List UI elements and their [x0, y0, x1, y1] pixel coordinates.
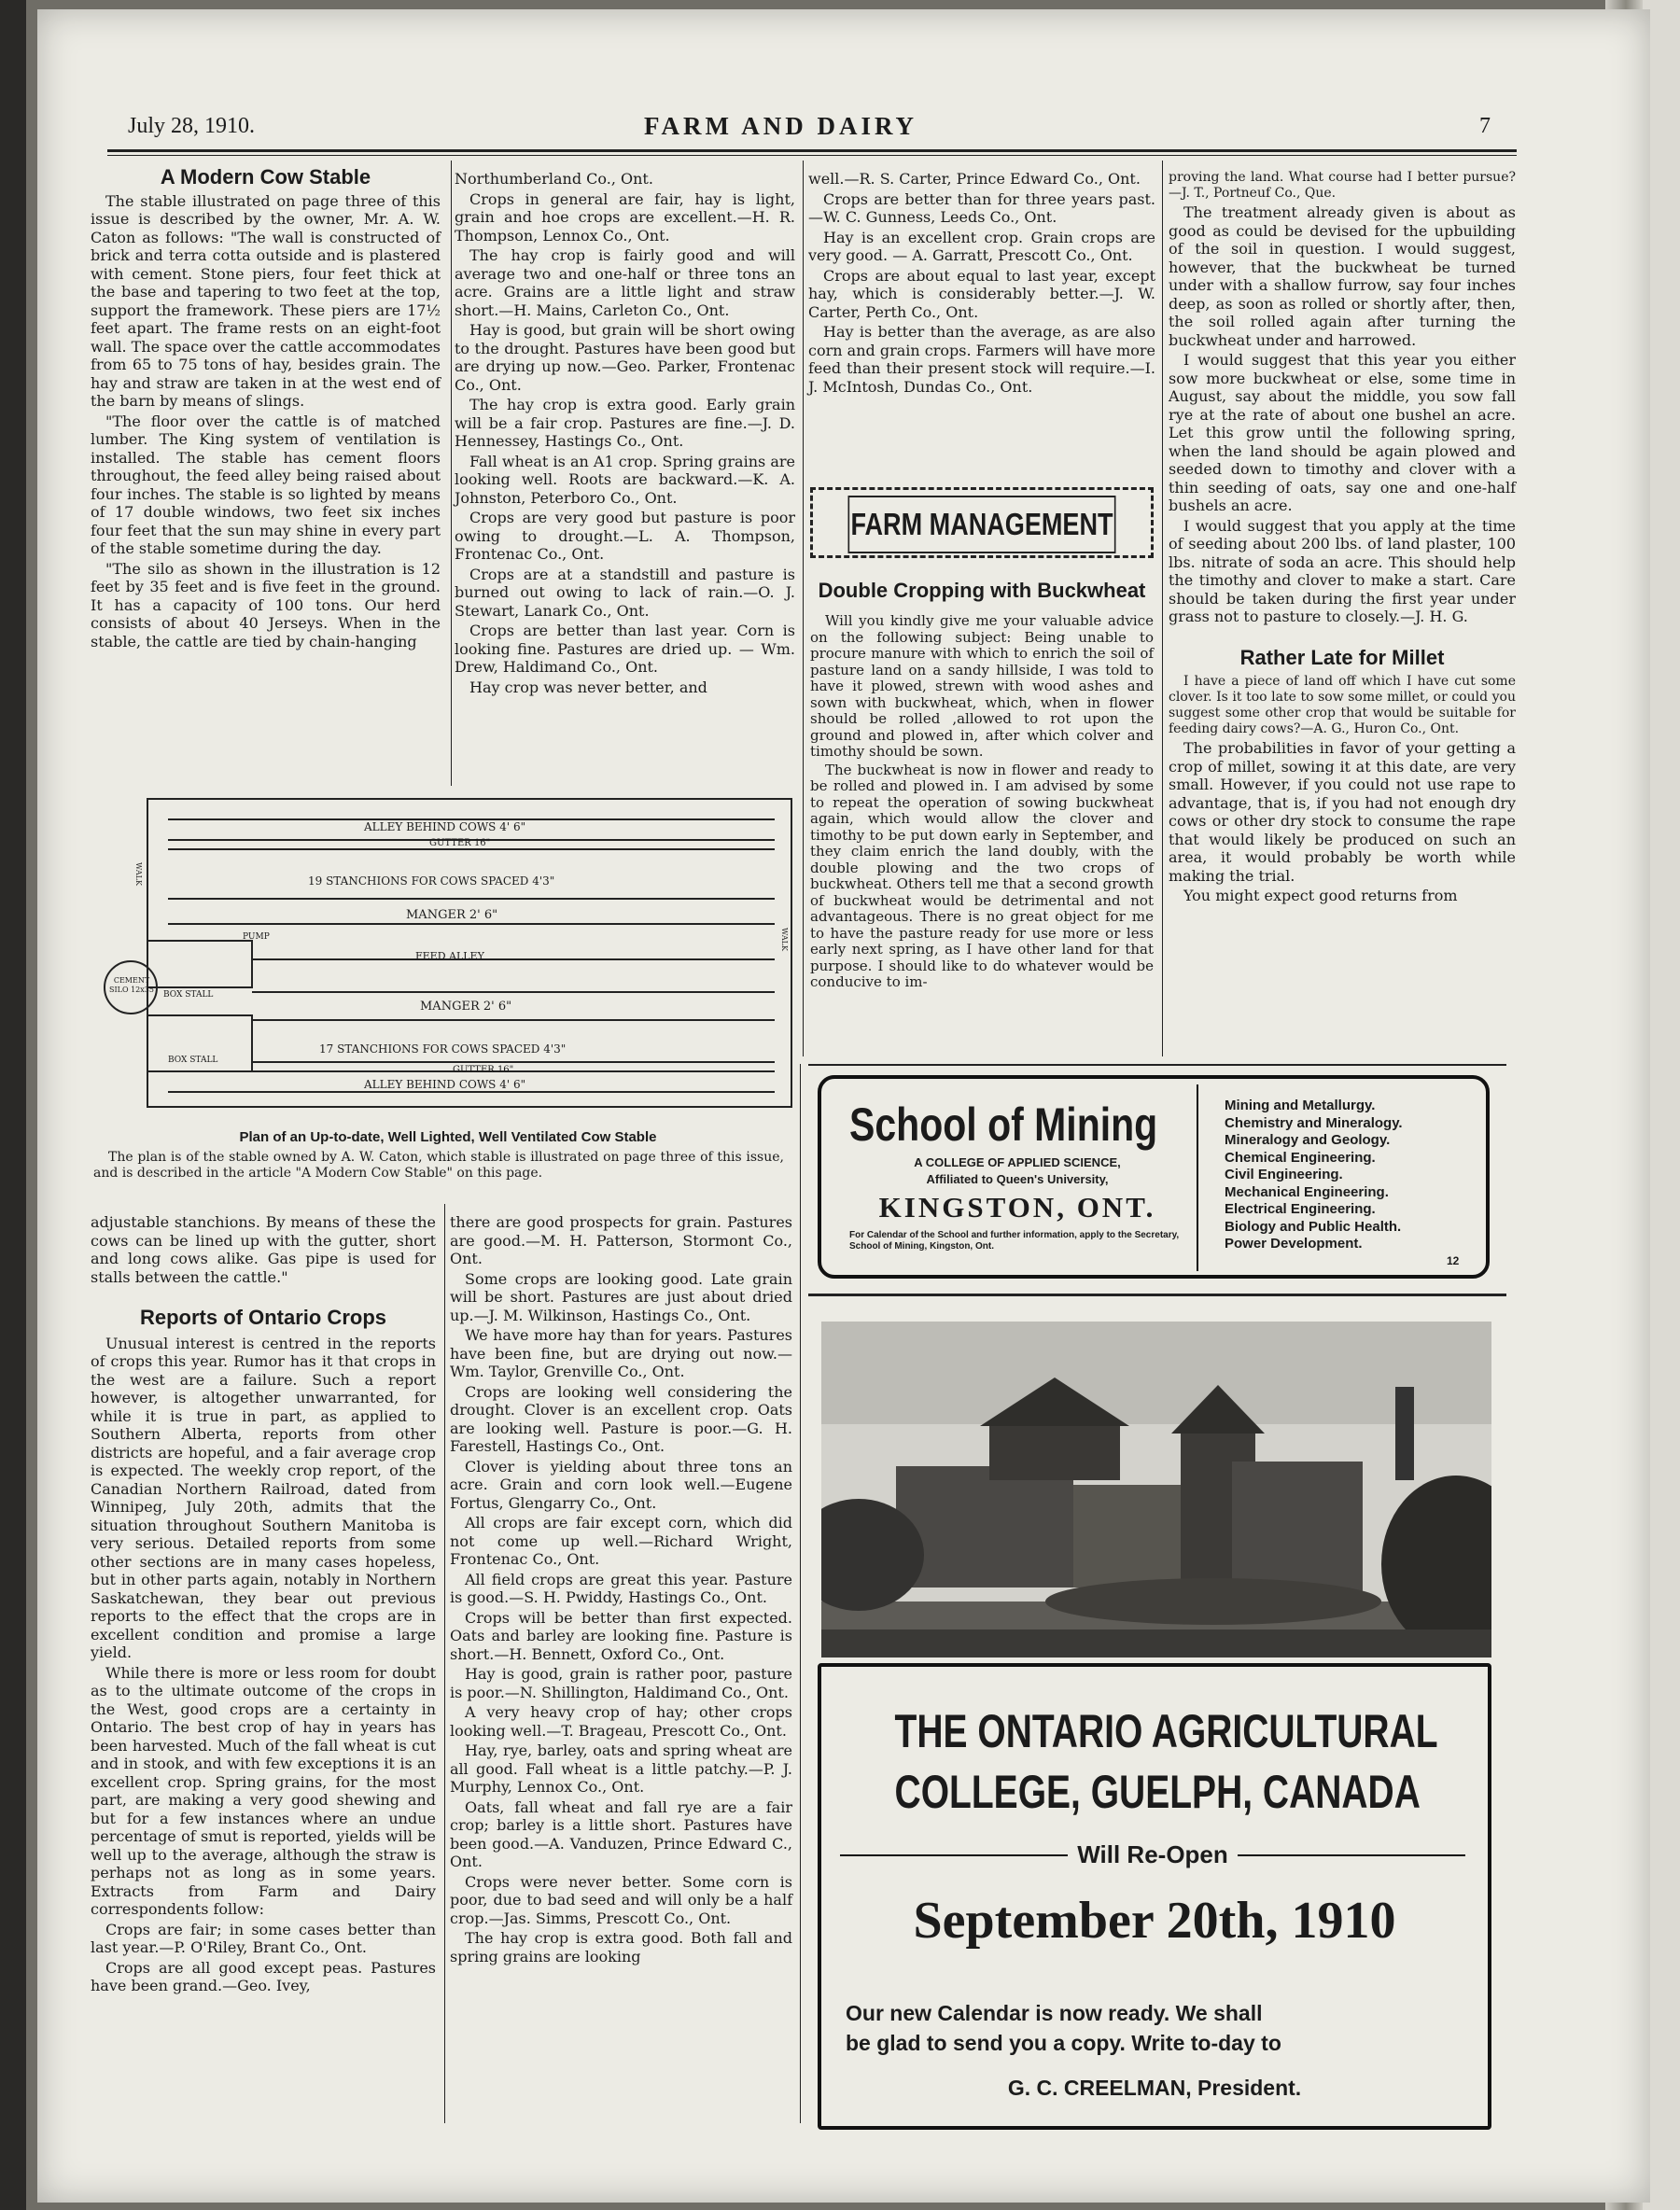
paragraph: You might expect good returns from: [1183, 887, 1458, 904]
paragraph: The hay crop is fairly good and will average two and one-half or three tons an acre. Grains are a little light and straw short.—H. Mains, Carleton Co., Ont.: [455, 246, 795, 319]
paragraph: Hay is better than the average, as are also corn and grain crops. Farmers will have more feed than their present stock will require.—I. J. McIntosh, Dundas Co., Ont.: [808, 323, 1155, 396]
ad-note: For Calendar of the School and further information, apply to the Secretary, School of Mining, Kingston, Ont.: [849, 1230, 1180, 1252]
rule-left: [840, 1854, 1068, 1856]
plan-label: 19 STANCHIONS FOR COWS SPACED 4'3": [308, 874, 555, 888]
reopen-line: [840, 1840, 1465, 1869]
ad-city: KINGSTON, ONT.: [878, 1191, 1156, 1224]
paragraph: Some crops are looking good. Late grain will be short. Pastures are just about dried up.—J. M. Wilkinson, Hastings Co., Ont.: [450, 1269, 792, 1324]
paragraph: The hay crop is extra good. Both fall and spring grains are looking: [450, 1929, 792, 1965]
paragraph: I have a piece of land off which I have cut some clover. Is it too late to sow some millet, or could you suggest some other crop that would be suitable for feeding dairy cows?—A. G., Huron Co., Ont.: [1169, 674, 1516, 736]
rule-right: [1238, 1854, 1465, 1856]
plan-caption-text: The plan is of the stable owned by A. W. Caton, which stable is illustrated on page three of this issue, and is described in the article "A Modern Cow Stable" on this page.: [93, 1150, 784, 1181]
college-building-photo: [821, 1322, 1491, 1658]
plan-label: GUTTER 16": [429, 838, 491, 848]
crop-reports-continued: [455, 170, 795, 698]
plan-label: PUMP: [243, 932, 270, 942]
paragraph: Crops are all good except peas. Pastures have been grand.—Geo. Ivey,: [91, 1958, 436, 1994]
ontario-crops-article: [91, 1213, 436, 1997]
paragraph: The hay crop is extra good. Early grain will be a fair crop. Pastures are fine.—J. D. Hennessey, Hastings Co., Ont.: [455, 396, 795, 450]
modern-cow-stable-article: [91, 165, 441, 652]
plan-label: BOX STALL: [163, 990, 214, 1000]
paragraph: Oats, fall wheat and fall rye are a fair crop; barley is a little short. Pastures have been good.—A. Vanduzen, Prince Edward C., Ont.: [450, 1797, 792, 1870]
ad-subtitle: A COLLEGE OF APPLIED SCIENCE,: [914, 1155, 1121, 1169]
crop-reports-bottom: [450, 1213, 792, 1967]
plan-label: MANGER 2' 6": [420, 1000, 512, 1014]
banner-title: FARM MANAGEMENT: [848, 496, 1116, 553]
paragraph: there are good prospects for grain. Pastures are good.—M. H. Patterson, Stormont Co., Ont.: [450, 1213, 792, 1267]
calendar-text: Our new Calendar is now ready. We shall: [846, 2001, 1263, 2025]
paragraph: Crops are very good but pasture is poor owing to drought.—L. A. Thompson, Frontenac Co., Ont.: [455, 509, 795, 563]
paragraph: adjustable stanchions. By means of these the cows can be lined up with the gutter, short and long cows alike. Gas pipe is used for stalls between the cattle.": [91, 1213, 436, 1286]
college-photo-svg: [821, 1322, 1491, 1658]
course-item: Civil Engineering.: [1225, 1167, 1343, 1182]
paragraph: The probabilities in favor of your getting a crop of millet, sowing it at this date, are very small. However, if you could not use rape to advantage, that is, if you had not enough dry cows or other dry stock to consume the rape that would likely be produced on such an area, it would probably be worth while making the trial.: [1169, 739, 1516, 885]
oac-ad: [818, 1663, 1491, 2130]
plan-label: BOX STALL: [168, 1056, 218, 1065]
farm-management-banner: [810, 487, 1154, 558]
plan-label: WALK: [779, 928, 789, 951]
paragraph: I would suggest that this year you either sow more buckwheat or else, some time in August, say about the middle, you sow fall rye at the rate of about one bushel an acre. Let this grow until the following spring, when the land should be again plowed and seeded down to timothy and clover with a thin seeding of oats, say one and one-half bushels an acre.: [1169, 351, 1516, 514]
paragraph: Crops in general are fair, hay is light, grain and hoe crops are excellent.—H. R. Thompson, Lennox Co., Ont.: [455, 189, 795, 245]
paragraph: Crops are at a standstill and pasture is burned out owing to lack of rain.—O. J. Stewart, Lanark Co., Ont.: [455, 565, 795, 620]
course-item: Mineralogy and Geology.: [1225, 1132, 1391, 1148]
paragraph: well.—R. S. Carter, Prince Edward Co., Ont.: [808, 170, 1141, 188]
plan-label: GUTTER 16": [453, 1065, 514, 1075]
header-rule: [107, 149, 1517, 152]
page-number: 7: [1479, 114, 1491, 138]
ad-title: School of Mining: [849, 1098, 1158, 1151]
ad-number: 12: [1447, 1254, 1460, 1267]
paragraph: Hay is good, but grain will be short owing to the drought. Pastures have been good but are drying up now.—Geo. Parker, Frontenac Co., Ont.: [455, 321, 795, 394]
paragraph: We have more hay than for years. Pastures have been fine, but are drying out now.—Wm. Taylor, Grenville Co., Ont.: [450, 1326, 792, 1380]
paragraph: All field crops are great this year. Pasture is good.—S. H. Pwiddy, Hastings Co., Ont.: [450, 1570, 792, 1606]
calendar-text: be glad to send you a copy. Write to-day to: [846, 2031, 1281, 2055]
ad-separator: [808, 1064, 1506, 1066]
school-of-mining-ad: [818, 1075, 1490, 1279]
article-heading: Double Cropping with Buckwheat: [818, 579, 1146, 602]
paragraph: The buckwheat is now in flower and ready to be rolled and plowed in. I am advised by some to repeat the operation of sowing buckwheat again, which would allow the clover and timothy to be put down early in September, and they claim enrich the land doubly, with the double plowing and the two crops of buckwheat. Others tell me that a second growth of buckwheat would be detrimental and not advantageous. There is no great object for me to have the pasture ready for use more or less early next spring, as I have other land for that purpose. I should like to do whatever would be conducive to im-: [810, 761, 1154, 990]
paragraph: The stable illustrated on page three of this issue is described by the owner, Mr. A. W. Caton as follows: "The wall is constructed of brick and terra cotta outside and is plastered with cement. Stone piers, four feet thick at the base and tapering to two feet at the top, support the framework. These piers are 17½ feet apart. The frame rests on an eight-foot wall. The space over the cattle accommodates from 65 to 75 tons of hay, besides grain. The hay and straw are taken in at the west end of the barn by means of slings.: [91, 191, 441, 410]
ad-line: COLLEGE, GUELPH, CANADA: [894, 1766, 1421, 1818]
paragraph: While there is more or less room for doubt as to the ultimate outcome of the crops in the West, good crops are a certainty in Ontario. The best crop of hay in years has been harvested. Much of the fall wheat is cut and in stook, and with few exceptions it is an excellent crop. Spring grains, for the most part, are making a very good shewing and but for a few instances where an undue percentage of smut is reported, yields will be well up to the average, although the straw is perhaps not as long as in some years. Extracts from Farm and Dairy correspondents follow:: [91, 1663, 436, 1918]
course-item: Mechanical Engineering.: [1225, 1183, 1389, 1200]
paragraph: Hay is good, grain is rather poor, pasture is poor.—N. Shillington, Haldimand Co., Ont.: [450, 1665, 792, 1701]
column-divider: [800, 1064, 801, 2123]
course-item: Electrical Engineering.: [1225, 1201, 1376, 1217]
ad-separator: [808, 1294, 1506, 1296]
paragraph: Crops were never better. Some corn is poor, due to bad seed and will only be a half crop.—Jas. Simms, Prescott Co., Ont.: [450, 1872, 792, 1927]
stable-plan-diagram: [93, 791, 803, 1127]
ad-signature: G. C. CREELMAN, President.: [1007, 2076, 1302, 2100]
column-divider: [1162, 161, 1163, 1056]
paragraph: Crops are fair; in some cases better than last year.—P. O'Riley, Brant Co., Ont.: [91, 1920, 436, 1956]
paragraph: "The floor over the cattle is of matched lumber. The King system of ventilation is installed. The stable has cement floors throughout, the feed alley being raised about four inches. The stable is so lighted by means of 17 double windows, two feet six inches four feet that the sun may shine in every part of the stable sometime during the day.: [91, 412, 441, 557]
ad-line: THE ONTARIO AGRICULTURAL: [894, 1705, 1438, 1757]
paragraph: Crops are better than last year. Corn is looking fine. Pastures are dried up. — Wm. Drew, Haldimand Co., Ont.: [455, 622, 795, 676]
paragraph: Crops are looking well considering the drought. Clover is an excellent crop. Oats are looking well. Pasture is poor.—G. H. Farestell, Hastings Co., Ont.: [450, 1382, 792, 1455]
reopen-text: Will Re-Open: [1077, 1840, 1228, 1868]
course-item: Mining and Metallurgy.: [1225, 1098, 1376, 1113]
paragraph: I would suggest that you apply at the time of seeding about 200 lbs. of land plaster, 100 lbs. nitrate of soda an acre. This should help the timothy and clover to make a start. Care should be taken during the first year under grass not to pasture to closely.—J. H. G.: [1169, 516, 1516, 625]
issue-date: July 28, 1910.: [128, 114, 256, 138]
column-divider: [444, 1204, 445, 2123]
paragraph: Unusual interest is centred in the reports of crops this year. Rumor has it that crops in the west are a failure. Such a report however, is altogether unwarranted, for while it is true in part, as applied to Southern Alberta, reports from other districts are hopeful, and a fair average crop is expected. The weekly crop report, of the Canadian Northern Railroad, dated from Winnipeg, July 20th, admits that the situation throughout Southern Manitoba is very serious. Detailed reports from some other sections are in many cases hopeless, but in other parts again, notably in Northern Saskatchewan, they bear out previous reports to the effect that the crops are in excellent condition and promise a large yield.: [91, 1334, 436, 1661]
double-cropping-article: [810, 577, 1154, 993]
reopen-date: September 20th, 1910: [913, 1892, 1396, 1950]
column-divider: [803, 161, 804, 1056]
plan-label: WALK: [133, 862, 143, 886]
plan-label: ALLEY BEHIND COWS 4' 6": [364, 1078, 526, 1091]
ad-subtitle: Affiliated to Queen's University,: [926, 1172, 1109, 1186]
paragraph: All crops are fair except corn, which did not come up well.—Richard Wright, Frontenac Co., Ont.: [450, 1514, 792, 1568]
course-item: Chemical Engineering.: [1225, 1149, 1376, 1166]
article-heading: A Modern Cow Stable: [160, 165, 371, 189]
plan-label: ALLEY BEHIND COWS 4' 6": [364, 820, 526, 833]
paragraph: Hay is an excellent crop. Grain crops are very good. — A. Garratt, Prescott Co., Ont.: [808, 228, 1155, 264]
paragraph: Will you kindly give me your valuable advice on the following subject: Being unable to procure manure with which to enrich the soil of pasture land on a sandy hillside, I was told to have it plowed, strewn with wood ashes and sown with buckwheat, which, when in flower should be rolled ,allowed to rot upon the ground and plowed in, after which colver and timothy should be sown.: [810, 612, 1154, 760]
paragraph: Clover is yielding about three tons an acre. Grain and corn look well.—Eugene Fortus, Glengarry Co., Ont.: [450, 1457, 792, 1512]
paragraph: Crops are about equal to last year, except hay, which is considerably better.—J. W. Carter, Perth Co., Ont.: [808, 266, 1155, 321]
ad-divider: [1197, 1084, 1198, 1271]
paragraph: Northumberland Co., Ont.: [455, 170, 653, 188]
plan-label: 17 STANCHIONS FOR COWS SPACED 4'3": [319, 1042, 567, 1056]
plan-label: MANGER 2' 6": [406, 908, 498, 922]
millet-heading: Rather Late for Millet: [1239, 645, 1445, 669]
paragraph: Crops will be better than first expected. Oats and barley are looking fine. Pasture is short.—H. Bennett, Oxford Co., Ont.: [450, 1608, 792, 1663]
crop-reports-col3: [808, 170, 1155, 398]
course-item: Chemistry and Mineralogy.: [1225, 1114, 1403, 1131]
paragraph: proving the land. What course had I better pursue?—J. T., Portneuf Co., Que.: [1169, 170, 1516, 201]
column-divider: [451, 161, 452, 786]
article-heading: Reports of Ontario Crops: [139, 1306, 386, 1329]
course-list: [1225, 1098, 1403, 1253]
plan-caption-title: Plan of an Up-to-date, Well Lighted, Well Ventilated Cow Stable: [239, 1129, 657, 1145]
book-spine: [0, 0, 26, 2210]
paragraph: A very heavy crop of hay; other crops looking well.—T. Brageau, Prescott Co., Ont.: [450, 1703, 792, 1740]
paragraph: Crops are better than for three years past.—W. C. Gunness, Leeds Co., Ont.: [808, 189, 1155, 226]
buckwheat-answer-column: [1169, 170, 1516, 907]
plan-label: FEED ALLEY: [415, 950, 484, 962]
course-item: Power Development.: [1225, 1236, 1363, 1252]
paragraph: "The silo as shown in the illustration is 12 feet by 35 feet and is five feet in the ground. It has a capacity of 100 tons. Our herd consists of about 40 Jerseys. When in the stable, the cattle are tied by chain-hanging: [91, 559, 441, 650]
course-item: Biology and Public Health.: [1225, 1218, 1402, 1235]
paragraph: Hay crop was never better, and: [469, 678, 707, 696]
paragraph: Hay, rye, barley, oats and spring wheat are all good. Fall wheat is a little patchy.—P. J. Murphy, Lennox Co., Ont.: [450, 1741, 792, 1796]
paragraph: The treatment already given is about as good as could be devised for the upbuilding of the soil in question. I would suggest, however, that the buckwheat be turned under with a shallow furrow, say four inches deep, as soon as rolled or shortly after, then, the soil rolled again after turning the buckwheat under and harrowed.: [1169, 203, 1516, 349]
plan-label: CEMENT SILO 12x35: [109, 976, 154, 994]
masthead-title: FARM AND DAIRY: [644, 112, 918, 140]
header-rule-thin: [107, 155, 1517, 156]
paragraph: Fall wheat is an A1 crop. Spring grains are looking well. Roots are backward.—K. A. Johnston, Peterboro Co., Ont.: [455, 452, 795, 507]
